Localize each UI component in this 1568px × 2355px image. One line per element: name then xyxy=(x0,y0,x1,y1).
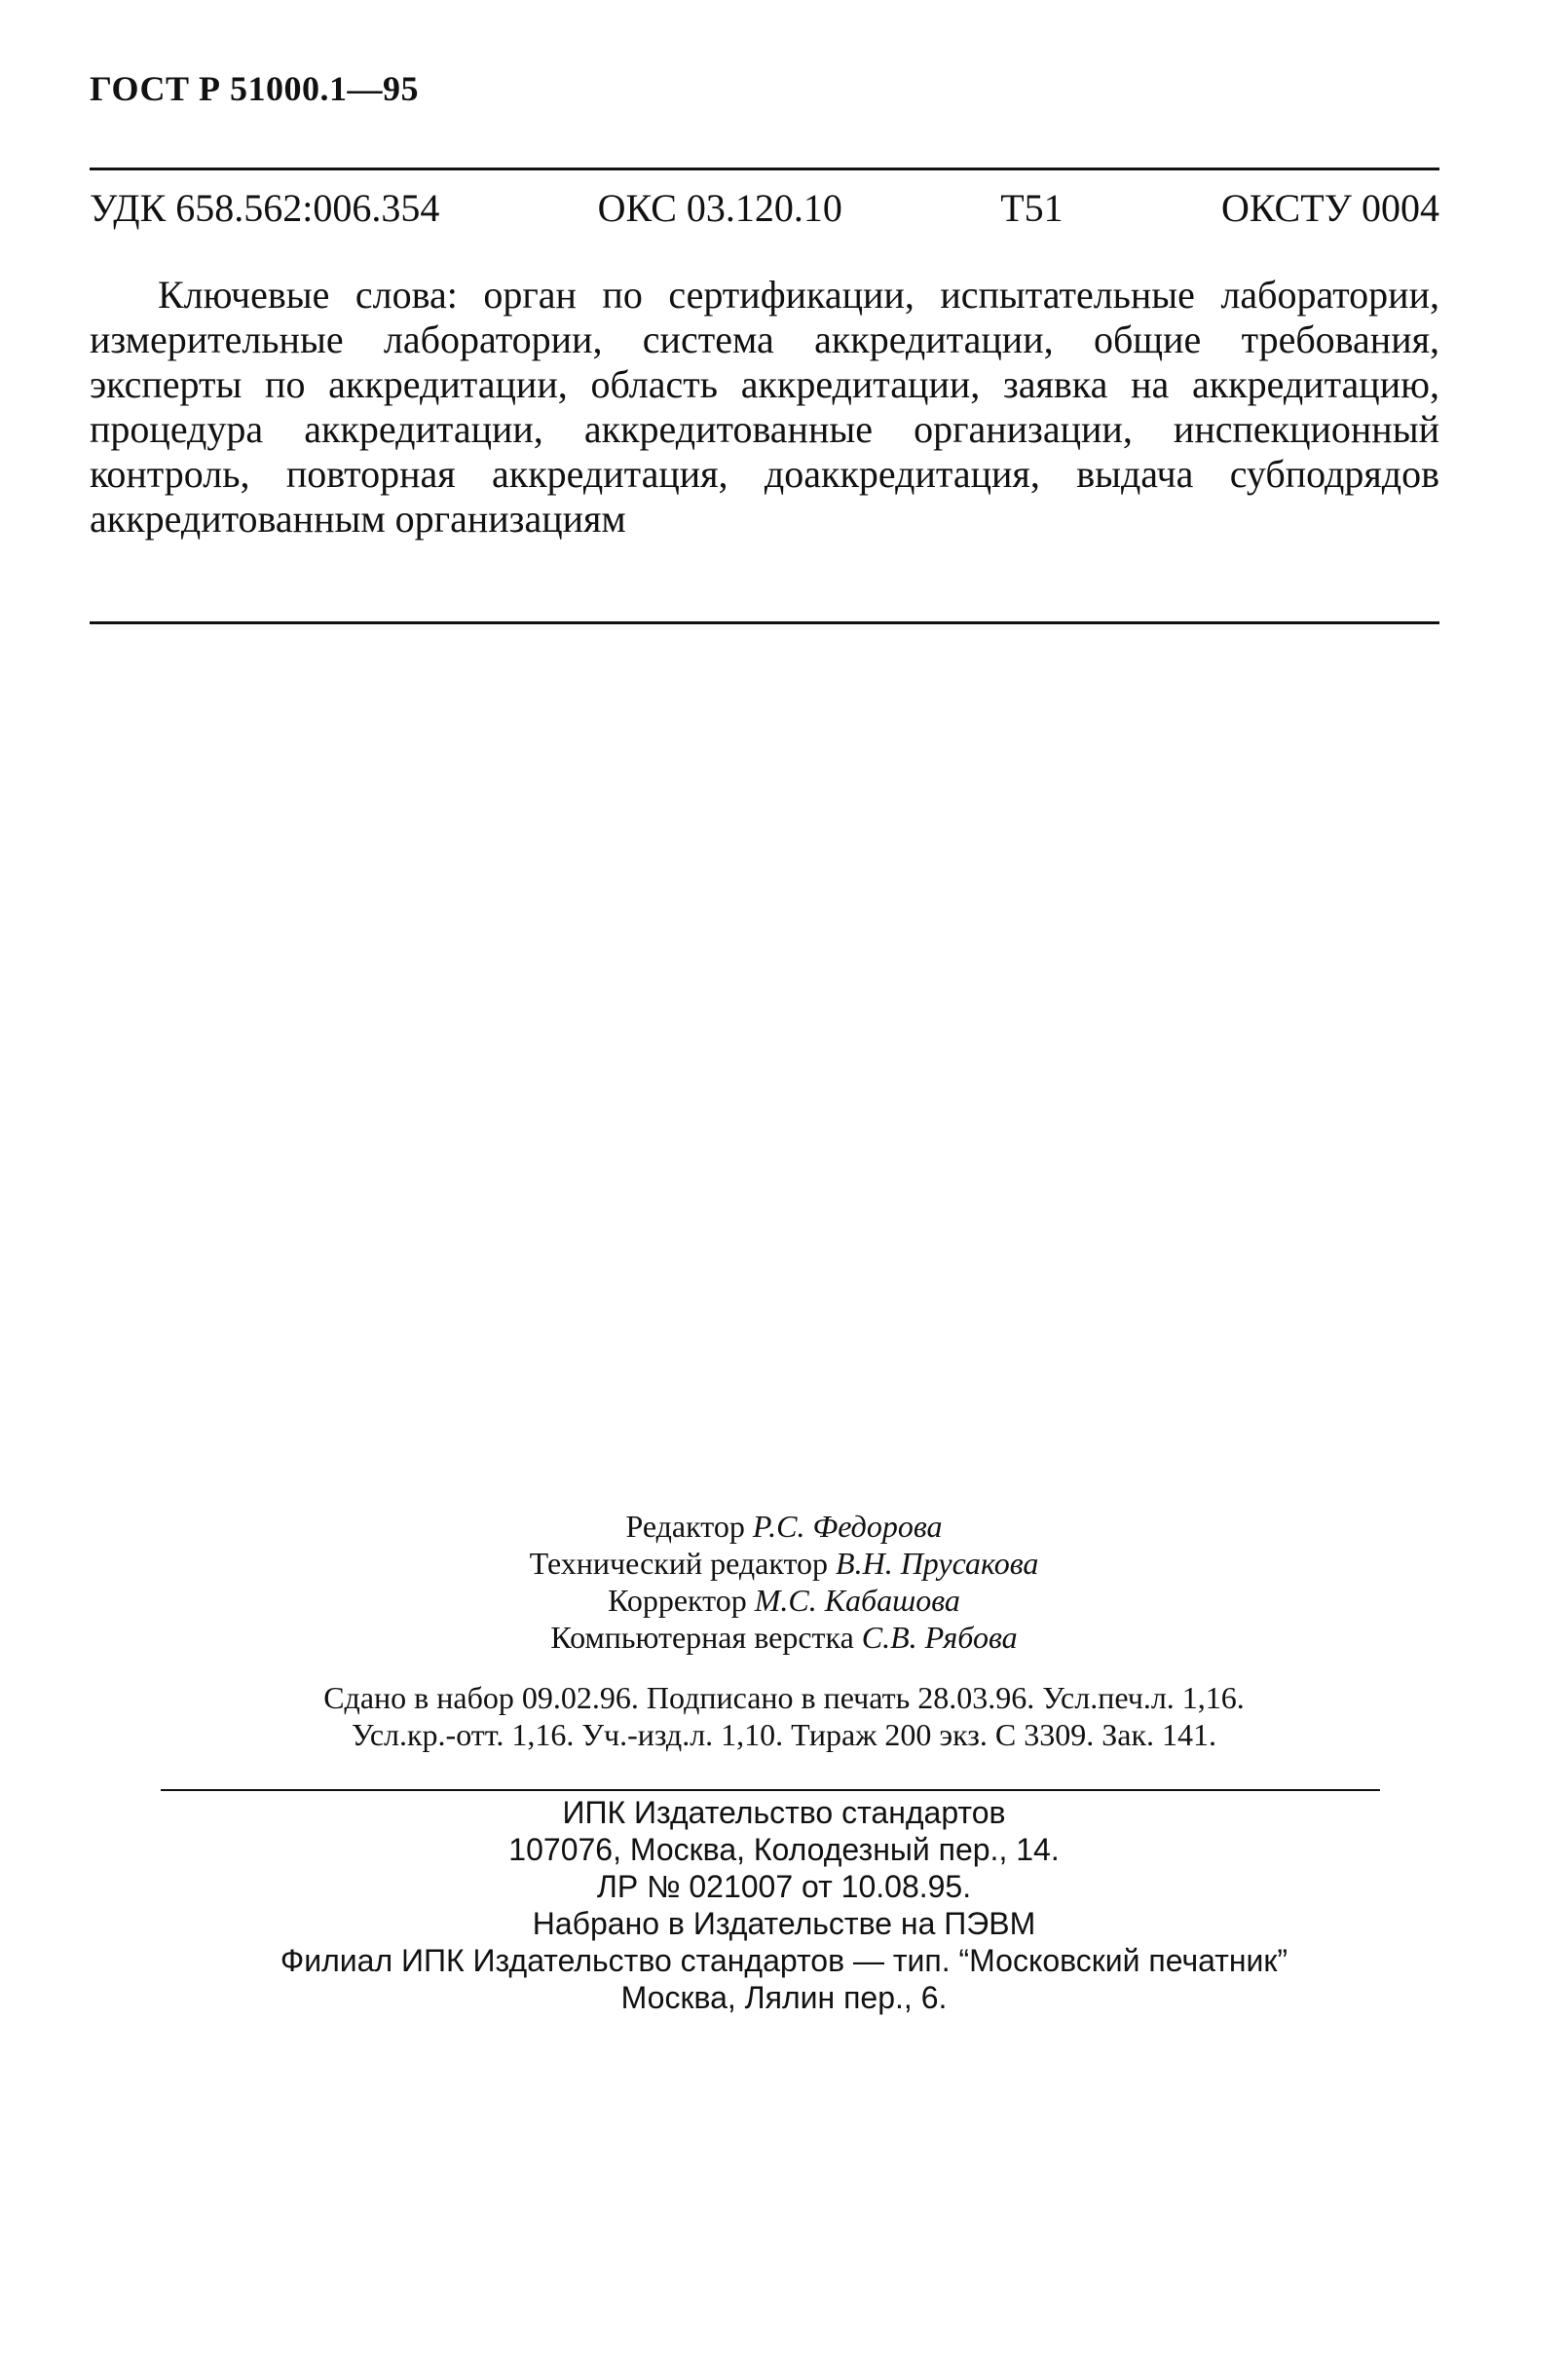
top-divider xyxy=(90,168,1439,170)
credit-layout xyxy=(0,1619,1568,1656)
udk-code: УДК 658.562:006.354 xyxy=(90,186,440,230)
credit-name: С.В. Рябова xyxy=(861,1620,1018,1655)
bottom-divider xyxy=(161,1789,1380,1791)
middle-divider xyxy=(90,621,1439,624)
print-info-line: Усл.кр.-отт. 1,16. Уч.-изд.л. 1,10. Тираж 200 экз. С 3309. Зак. 141. xyxy=(352,1717,1216,1752)
okstu-code: ОКСТУ 0004 xyxy=(1220,186,1439,230)
standard-id: ГОСТ Р 51000.1—95 xyxy=(90,69,419,108)
credit-role: Технический редактор xyxy=(529,1546,829,1581)
credit-editor xyxy=(0,1508,1568,1545)
t-code: Т51 xyxy=(1000,186,1064,230)
oks-code: ОКС 03.120.10 xyxy=(597,186,842,230)
credit-tech-editor xyxy=(0,1545,1568,1582)
publisher-line: 107076, Москва, Колодезный пер., 14. xyxy=(508,1832,1060,1867)
credit-name: Р.С. Федорова xyxy=(752,1509,943,1544)
print-info-line: Сдано в набор 09.02.96. Подписано в печать 28.03.96. Усл.печ.л. 1,16. xyxy=(323,1680,1245,1715)
publisher-block xyxy=(0,1794,1568,2016)
publisher-line: ЛР № 021007 от 10.08.95. xyxy=(596,1869,972,1904)
print-info-block xyxy=(0,1679,1568,1753)
publisher-line: ИПК Издательство стандартов xyxy=(562,1795,1006,1830)
publisher-line: Москва, Лялин пер., 6. xyxy=(620,1980,948,2015)
credit-name: М.С. Кабашова xyxy=(754,1583,960,1618)
credit-role: Корректор xyxy=(608,1583,747,1618)
credit-name: В.Н. Прусакова xyxy=(836,1546,1039,1581)
publisher-line: Филиал ИПК Издательство стандартов — тип. “Московский печатник” xyxy=(280,1943,1288,1978)
keywords-paragraph: Ключевые слова: орган по сертификации, испытательные лаборатории, измерительные лаборатории, система аккредитации, общие требования, эксперты по аккредитации, область аккредитации, заявка на аккредитацию, процедура аккредитации, аккредитованные организации, инспекционный контроль, повторная аккредитация, доаккредитация, выдача субподрядов аккредитованным организациям xyxy=(90,273,1439,541)
credit-role: Компьютерная верстка xyxy=(550,1620,854,1655)
classification-codes xyxy=(90,185,1439,231)
credit-corrector xyxy=(0,1582,1568,1619)
credits-block xyxy=(0,1508,1568,1656)
publisher-line: Набрано в Издательстве на ПЭВМ xyxy=(532,1906,1036,1941)
credit-role: Редактор xyxy=(625,1509,745,1544)
